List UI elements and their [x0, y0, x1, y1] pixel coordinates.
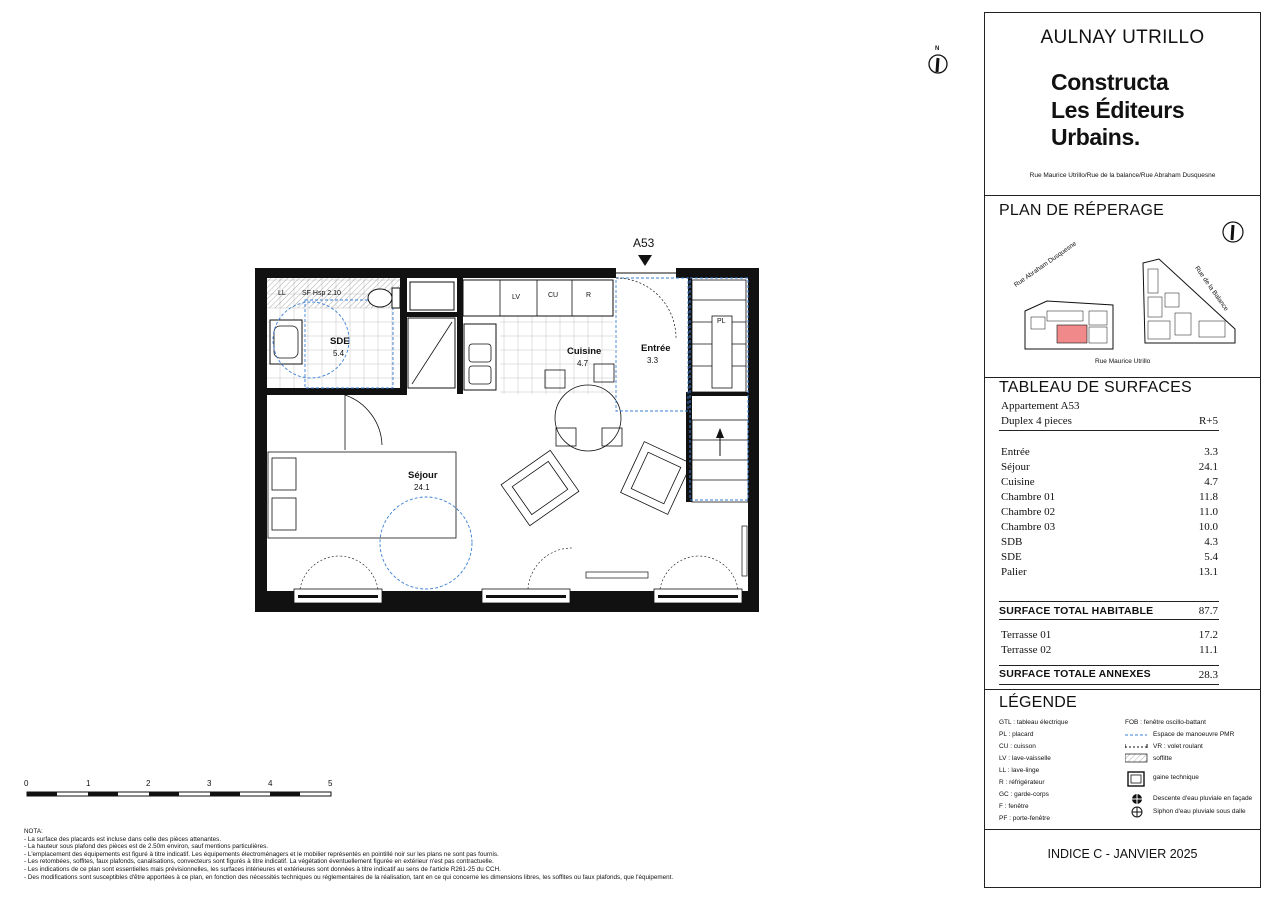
legend-item: LL : lave-linge [999, 767, 1040, 774]
street-label: Rue Abraham Dusquesne [1013, 240, 1078, 289]
label-ll: LL [278, 290, 286, 297]
room-area: 24.1 [1198, 461, 1218, 473]
room-cuisine-name: Cuisine [567, 346, 602, 357]
room-name: SDE [1001, 551, 1022, 563]
label-soffit: SF Hsp 2.10 [302, 290, 341, 297]
apartment-marker-icon [638, 255, 652, 266]
room-area: 5.4 [1204, 551, 1218, 563]
legend-item: Siphon d'eau pluviale sous dalle [1153, 808, 1246, 815]
legend-item: soffitte [1153, 755, 1173, 762]
north-arrow-icon [929, 55, 947, 73]
room-area: 13.1 [1198, 566, 1218, 578]
room-sde-area: 5.4 [333, 349, 345, 358]
brand-line: Urbains. [1051, 124, 1140, 150]
room-name: Entrée [1001, 446, 1030, 458]
shaft-icon [1127, 771, 1147, 789]
total-annexes-value: 28.3 [1198, 669, 1218, 681]
annex-area: 17.2 [1198, 629, 1218, 641]
scale-bar [27, 792, 331, 796]
apartment-type: Duplex 4 pieces [1001, 415, 1072, 427]
scale-tick: 1 [86, 779, 91, 788]
soffit-hatch-icon [1125, 753, 1149, 763]
note-line: - La surface des placards est incluse dans celle des pièces attenantes. [24, 835, 222, 843]
room-entree-area: 3.3 [647, 356, 659, 365]
brand-line: Constructa [1051, 69, 1169, 95]
street-label: Rue de la Balance [1193, 265, 1230, 313]
drain-icon [1131, 806, 1145, 818]
notes-block [24, 828, 673, 881]
room-area: 4.7 [1204, 476, 1218, 488]
annex-name: Terrasse 02 [1001, 644, 1052, 656]
scale-tick: 2 [146, 779, 151, 788]
legend-item: GTL : tableau électrique [999, 719, 1069, 726]
surfaces-title: TABLEAU DE SURFACES [999, 379, 1192, 396]
total-annexes-label: SURFACE TOTALE ANNEXES [999, 668, 1151, 680]
annex-area: 11.1 [1199, 644, 1218, 656]
label-pl: PL [717, 318, 726, 325]
staircase [692, 280, 748, 502]
street-label: Rue Maurice Utrillo [1095, 358, 1151, 365]
legend-item: CU : cuisson [999, 743, 1036, 750]
north-arrow-icon [1223, 222, 1243, 242]
room-name: Séjour [1001, 461, 1030, 473]
title-block [984, 12, 1261, 888]
legend-item: GC : garde-corps [999, 791, 1049, 798]
legend-item: R : réfrigérateur [999, 779, 1045, 786]
note-line: - Les retombées, soffites, faux plafonds, canalisations, convecteurs sont figurés à titre indicatif. La végétation éventuellement figurée en extérieur n'est pas contractuelle. [24, 858, 494, 866]
room-entree-name: Entrée [641, 343, 671, 354]
scale-tick: 4 [268, 779, 273, 788]
note-line: - La hauteur sous plafond des pièces est de 2.50m environ, sauf mentions particulières. [24, 843, 268, 851]
room-sejour-area: 24.1 [414, 483, 430, 492]
room-area: 11.8 [1199, 491, 1218, 503]
legend-item: gaine technique [1153, 774, 1199, 781]
room-name: Chambre 01 [1001, 491, 1056, 503]
downpipe-icon [1131, 793, 1145, 805]
note-line: - Les indications de ce plan sont essentielles mais prévisionnelles, les surfaces intérieures et extérieures sont données à titre indicatif au sens de l'article R261-25 du CCH. [24, 865, 501, 873]
notes-title: NOTA: [24, 828, 43, 835]
revision-index: INDICE C - JANVIER 2025 [1047, 847, 1198, 861]
reperage-title: PLAN DE RÉPERAGE [999, 202, 1165, 219]
project-title: AULNAY UTRILLO [1040, 27, 1205, 48]
legend-item: PL : placard [999, 731, 1034, 738]
room-area: 10.0 [1198, 521, 1218, 533]
brand-line: Les Éditeurs [1051, 97, 1185, 123]
apartment-tag: A53 [633, 236, 655, 250]
legend-item: PF : porte-fenêtre [999, 815, 1050, 822]
scale-tick: 0 [24, 779, 29, 788]
total-habitable-label: SURFACE TOTAL HABITABLE [999, 605, 1154, 617]
room-name: Cuisine [1001, 476, 1035, 488]
room-name: Chambre 03 [1001, 521, 1056, 533]
apartment-level: R+5 [1198, 415, 1218, 427]
room-area: 4.3 [1204, 536, 1218, 548]
legend-item: LV : lave-vaisselle [999, 755, 1051, 762]
room-area: 11.0 [1199, 506, 1218, 518]
apartment-number: Appartement A53 [1001, 400, 1080, 412]
legend-item: Descente d'eau pluviale en façade [1153, 795, 1253, 802]
address: Rue Maurice Utrillo/Rue de la balance/Rue Abraham Dusquesne [1029, 172, 1216, 179]
label-cu: CU [548, 292, 559, 299]
room-sde-name: SDE [330, 336, 350, 347]
total-habitable-value: 87.7 [1198, 605, 1218, 617]
legend-item: Espace de manoeuvre PMR [1153, 731, 1235, 738]
room-sejour-name: Séjour [408, 470, 438, 481]
legend-item: VR : volet roulant [1153, 743, 1203, 750]
north-label: N [935, 46, 940, 52]
room-name: Chambre 02 [1001, 506, 1056, 518]
pmr-line-icon [1125, 730, 1149, 738]
room-area: 3.3 [1204, 446, 1218, 458]
legend-title: LÉGENDE [999, 694, 1077, 711]
legend-item: FOB : fenêtre oscillo-battant [1125, 719, 1206, 726]
note-line: - L'emplacement des équipements est figuré à titre indicatif. Les équipements électroménagers et le mobilier représentés en pointillé noir sur les plans ne sont pas fournis. [24, 850, 499, 858]
shutter-icon [1125, 742, 1149, 750]
room-cuisine-area: 4.7 [577, 359, 589, 368]
scale-tick: 5 [328, 779, 333, 788]
scale-tick: 3 [207, 779, 212, 788]
legend-item: F : fenêtre [999, 803, 1029, 810]
room-name: Palier [1001, 566, 1027, 578]
room-name: SDB [1001, 536, 1023, 548]
annex-name: Terrasse 01 [1001, 629, 1052, 641]
label-r: R [586, 292, 592, 299]
note-line: - Des modifications sont susceptibles d'être apportées à ce plan, en fonction des nécessités techniques ou réglementaires de la réalisation, tant en ce qui concerne les dimensions libres, les soffites ou faux plafonds, que l'équipement. [24, 873, 674, 881]
label-lv: LV [512, 294, 521, 301]
